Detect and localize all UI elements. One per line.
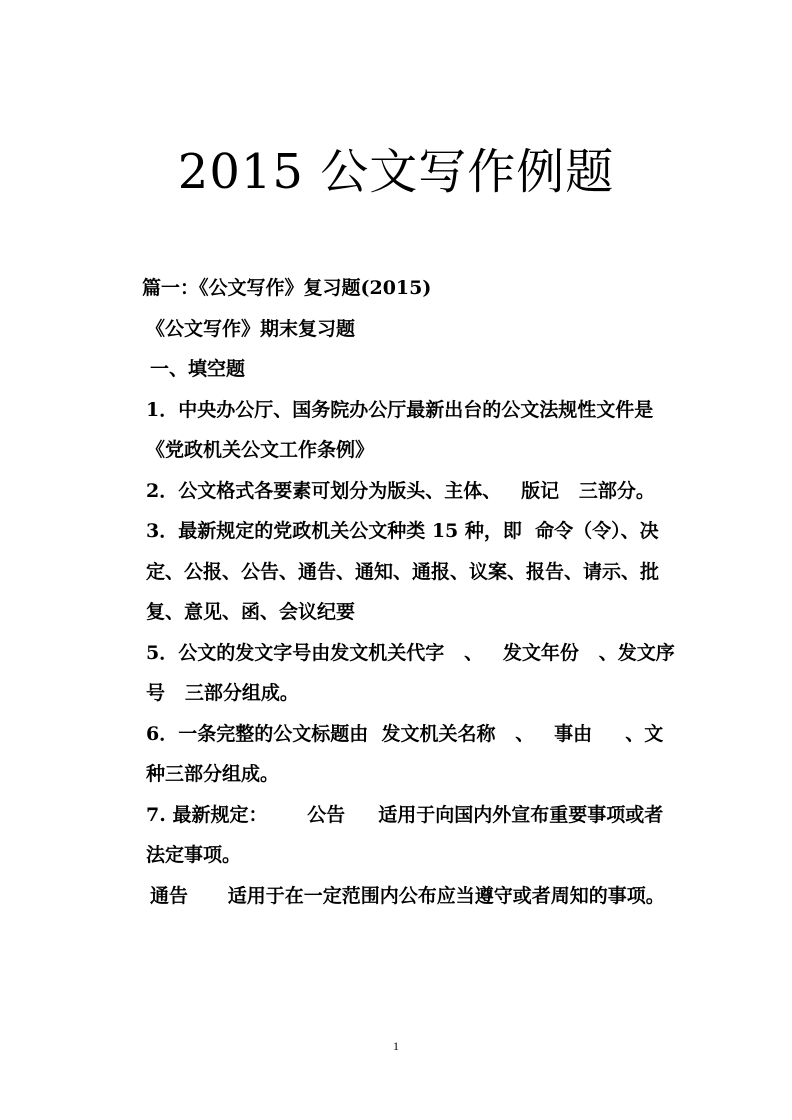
document-body	[120, 268, 680, 916]
paragraph-question-1: 1．中央办公厅、国务院办公厅最新出台的公文法规性文件是《党政机关公文工作条例》	[146, 398, 654, 461]
document-title: 2015 公文写作例题	[177, 144, 615, 200]
paragraph-fill-blank-heading: 一、填空题	[150, 358, 246, 380]
paragraph-question-6: 6．一条完整的公文标题由 发文机关名称 、 事由 、文种三部分组成。	[146, 722, 664, 785]
paragraph-section-heading: 篇一：《公文写作》复习题(2015)	[142, 277, 432, 299]
paragraph-question-7: 7. 最新规定： 公告 适用于向国内外宣布重要事项或者法定事项。	[146, 803, 664, 866]
paragraph-notice-definition: 通告 适用于在一定范围内公布应当遵守或者周知的事项。	[150, 884, 665, 907]
paragraph-question-2: 2．公文格式各要素可划分为版头、主体、 版记 三部分。	[146, 479, 655, 502]
paragraph-question-5: 5．公文的发文字号由发文机关代字 、 发文年份 、发文序号 三部分组成。	[146, 641, 675, 704]
page-number: 1	[393, 1039, 399, 1053]
paragraph-question-3: 3．最新规定的党政机关公文种类 15 种，即 命令（令）、决定、公报、公告、通告、通知、通报、议案、报告、请示、批复、意见、函、会议纪要	[146, 520, 660, 623]
paragraph-subtitle: 《公文写作》期末复习题	[146, 317, 356, 340]
